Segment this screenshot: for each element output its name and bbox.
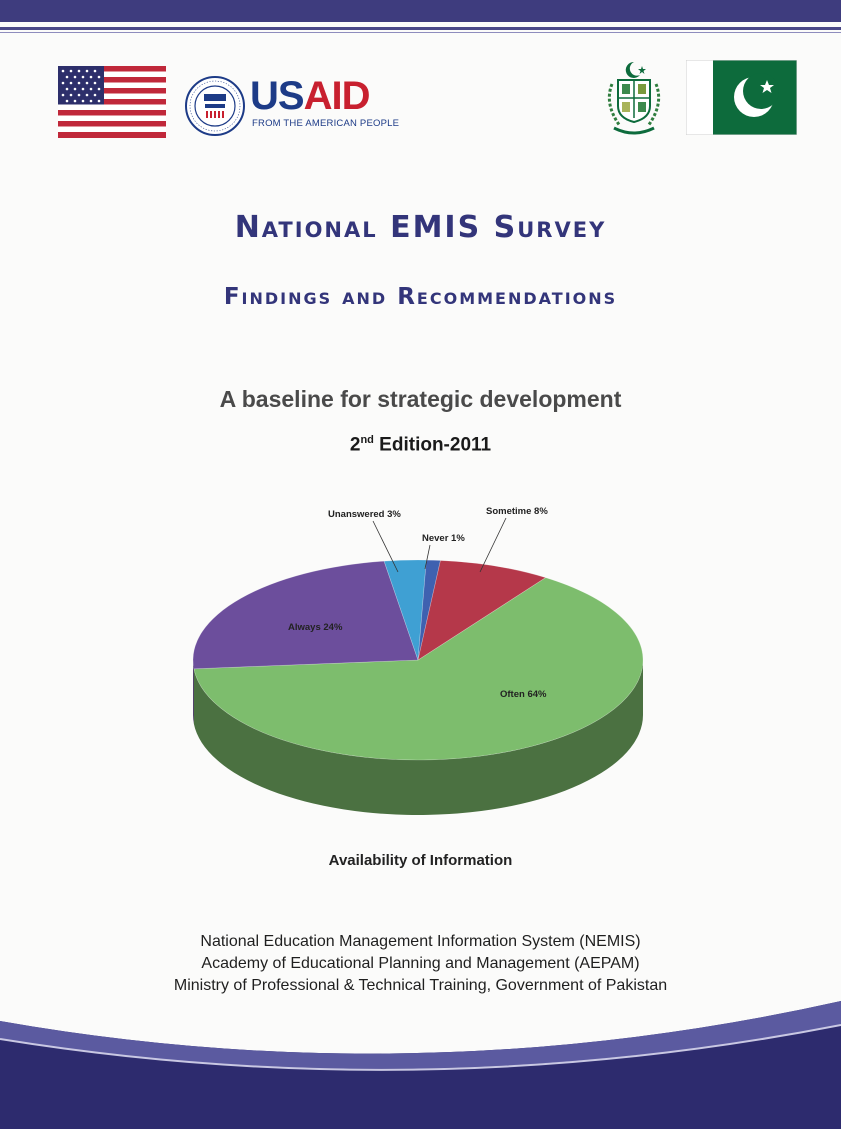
publisher-line-1: National Education Management Information System (NEMIS)	[200, 933, 641, 950]
us-flag-icon	[58, 66, 166, 138]
top-band	[0, 0, 841, 22]
chart-caption: Availability of Information	[328, 852, 513, 869]
top-rule-thin	[0, 32, 841, 33]
usaid-word-us: US	[250, 74, 304, 118]
top-rule	[0, 27, 841, 30]
pie-label-1: Always 24%	[288, 622, 343, 633]
usaid-tagline: FROM THE AMERICAN PEOPLE	[252, 118, 400, 129]
pie-label-4: Sometime 8%	[486, 506, 548, 517]
cover-subtitle: Findings and Recommendations	[223, 284, 618, 310]
pie-slice-1	[193, 561, 418, 669]
pie-chart	[190, 500, 660, 840]
bottom-wave	[0, 995, 841, 1129]
edition-text: Edition-2011	[373, 434, 492, 456]
usaid-wordmark	[250, 76, 369, 116]
pie-leader-4	[480, 518, 506, 572]
pie-label-2: Unanswered 3%	[328, 509, 401, 520]
publisher-line-3: Ministry of Professional & Technical Training, Government of Pakistan	[173, 977, 668, 994]
cover-edition	[0, 434, 841, 456]
pakistan-flag-icon	[686, 60, 797, 135]
pakistan-emblem-icon	[598, 58, 670, 142]
usaid-word-aid: AID	[303, 74, 370, 118]
publisher-line-2: Academy of Educational Planning and Management (AEPAM)	[201, 955, 640, 972]
usaid-seal-icon	[185, 76, 245, 136]
edition-ordinal: nd	[360, 434, 374, 446]
cover-title: National EMIS Survey	[234, 210, 607, 245]
pie-label-0: Often 64%	[500, 689, 547, 700]
edition-number: 2	[349, 434, 361, 456]
pie-label-3: Never 1%	[422, 533, 465, 544]
cover-baseline: A baseline for strategic development	[219, 386, 622, 412]
